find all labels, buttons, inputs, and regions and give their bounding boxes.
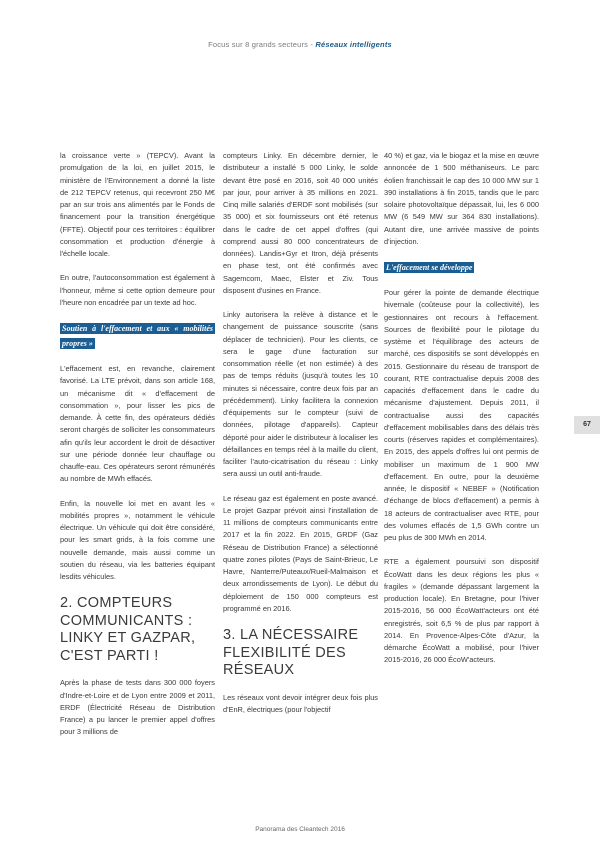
- section-title-flexibilite: 3. LA NÉCESSAIRE FLEXIBILITÉ DES RÉSEAUX: [223, 627, 359, 678]
- column-2: [223, 150, 378, 728]
- subheading-effacement: L'effacement se développe: [386, 263, 473, 272]
- page-footer: Panorama des Cleantech 2016: [255, 826, 345, 833]
- page-header: [0, 40, 600, 49]
- paragraph: Linky autorisera la relève à distance et le changement de puissance souscrite (sans déplacer de technicien). Pour les clients, ce sera le gage d'une facturation sur consommation réelle (et non estimée) à des pas de temps réduits (jusqu'à toutes les 10 minutes si nécessaire, contre deux fois par an précédemment). Linky facilitera la connexion d'équipements sur le compteur (suivi de données, pilotage d'appareils). Capteur déporté pour aider le distributeur à localiser les défaillances en temps réel à la maille du client, faciliter l'auto-cicatrisation du réseau : Linky sera aussi un outil anti-fraude.: [223, 310, 378, 479]
- subheading-effacement-mobilites: Soutien à l'effacement et aux « mobilités propres »: [62, 324, 213, 348]
- paragraph: la croissance verte » (TEPCV). Avant la promulgation de la loi, en juillet 2015, le ministère de l'Environnement a donné la liste de 212 TEPCV retenus, qui recevront 250 M€ par an sur trois ans alimentés par le Fonds de financement pour la transition énergétique (FFTE). Objectif pour ces territoires : équilibrer consommation et production d'énergie à l'échelle locale.: [60, 151, 215, 258]
- paragraph: L'effacement est, en revanche, clairement favorisé. La LTE prévoit, dans son article 168, un mécanisme dit « d'effacement de consommation », pour lisser les pics de demande. À cette fin, des opérateurs dédiés seront chargés de solliciter les consommateurs afin qu'ils leur accordent le droit de désactiver sur une période donnée leur chauffage ou chauffe-eau. Ces opérateurs seront rémunérés au nombre de MWh effacés.: [60, 364, 215, 484]
- paragraph: 40 %) et gaz, via le biogaz et la mise en œuvre annoncée de 1 500 méthaniseurs. Le parc éolien franchissait le cap des 10 000 MW sur 1 390 installations à fin 2015, tandis que le parc solaire photovoltaïque dépassait, lui, les 6 000 MW (6 549 MW sur 364 830 installations). Autant dire, une arrivée massive de points d'injection.: [384, 151, 539, 246]
- paragraph: Le réseau gaz est également en poste avancé. Le projet Gazpar prévoit ainsi l'installation de 11 millions de compteurs communicants entre 2017 et la fin 2022. En 2015, GRDF (Gaz Réseau de Distribution France) a sélectionné quatre zones pilotes (Pays de Saint-Brieuc, Le Havre, Nanterre/Puteaux/Rueil-Malmaison et deux arrondissements de Lyon). Le début du déploiement de 150 000 compteurs est programmé en 2016.: [223, 493, 378, 613]
- header-prefix: Focus sur 8 grands secteurs -: [208, 40, 316, 49]
- paragraph: Les réseaux vont devoir intégrer deux fois plus d'EnR, électriques (pour l'objectif: [223, 692, 378, 714]
- header-section: Réseaux intelligents: [315, 40, 392, 49]
- section-title-compteurs: 2. COMPTEURS COMMUNICANTS : LINKY ET GAZPAR, C'EST PARTI !: [60, 595, 196, 664]
- paragraph: Après la phase de tests dans 300 000 foyers d'Indre-et-Loire et de Lyon entre 2009 et 2011, ERDF (Électricité Réseau de Distribution France) a pu lancer le premier appel d'offres pour 3 millions de: [60, 678, 215, 737]
- paragraph: RTE a également poursuivi son dispositif ÉcoWatt dans les deux régions les plus « fragiles » (demande dépassant largement la production locale). En Bretagne, pour l'hiver 2015-2016, 56 000 ÉcoWatt'acteurs ont été enregistrés, soit 6,5 % de plus par rapport à 2014. En Provence-Alpes-Côte d'Azur, la démarche ÉcoWatt a mobilisé, pour l'hiver 2015-2016, 26 000 ÉcoW'acteurs.: [384, 557, 539, 665]
- column-3: [384, 150, 539, 679]
- paragraph: compteurs Linky. En décembre dernier, le distributeur a installé 5 000 Linky, le solde devant être posé en 2016, soit 40 000 unités par jour, pour arriver à 35 millions en 2021. Cinq mille salariés d'ERDF sont mobilisés (sur 35 000) et six fournisseurs ont été retenus dans le cadre de cet appel d'offres (qui comprend aussi 80 000 concentrateurs de données). Landis+Gyr et Itron, déjà présents en phase test, ont été confirmés avec Sagemcom, Maec, Elster et Ziv. Tous disposent d'usines en France.: [223, 151, 378, 295]
- column-1: [60, 150, 215, 751]
- paragraph: En outre, l'autoconsommation est également à l'honneur, même si cette option demeure pour l'heure non encadrée par un texte ad hoc.: [60, 273, 215, 307]
- paragraph: Enfin, la nouvelle loi met en avant les « mobilités propres », notamment le véhicule électrique. Un véhicule qui doit être considéré, pour les smart grids, à la fois comme une nouvelle demande, mais aussi comme un soutien du réseau, via les batteries équipant lesdits véhicules.: [60, 498, 215, 581]
- page-number: 67: [574, 416, 600, 434]
- paragraph: Pour gérer la pointe de demande électrique hivernale (coûteuse pour la collectivité), les gestionnaires ont recours à l'effacement. Sources de flexibilité pour le pilotage du système et l'équilibrage des acteurs de marché, ces dispositifs se sont développés en 2015. Gestionnaire du réseau de transport de courant, RTE contractualise depuis 2008 des capacités d'effacement dans le cadre du mécanisme d'ajustement. Depuis 2011, il contractualise aussi des capacités d'effacement mobilisables dans des délais très courts (réserves rapides et complémentaires). En 2015, des appels d'offres lui ont permis de mobiliser un maximum de 1 900 MW d'effacement. En outre, pour la deuxième année, le dispositif « NEBEF » (Notification d'échange de blocs d'effacement) a permis à 18 acteurs de contractualiser avec RTE, pour des volumes effacés de 1,5 GWh contre un peu plus de 300 MWh en 2014.: [384, 288, 539, 542]
